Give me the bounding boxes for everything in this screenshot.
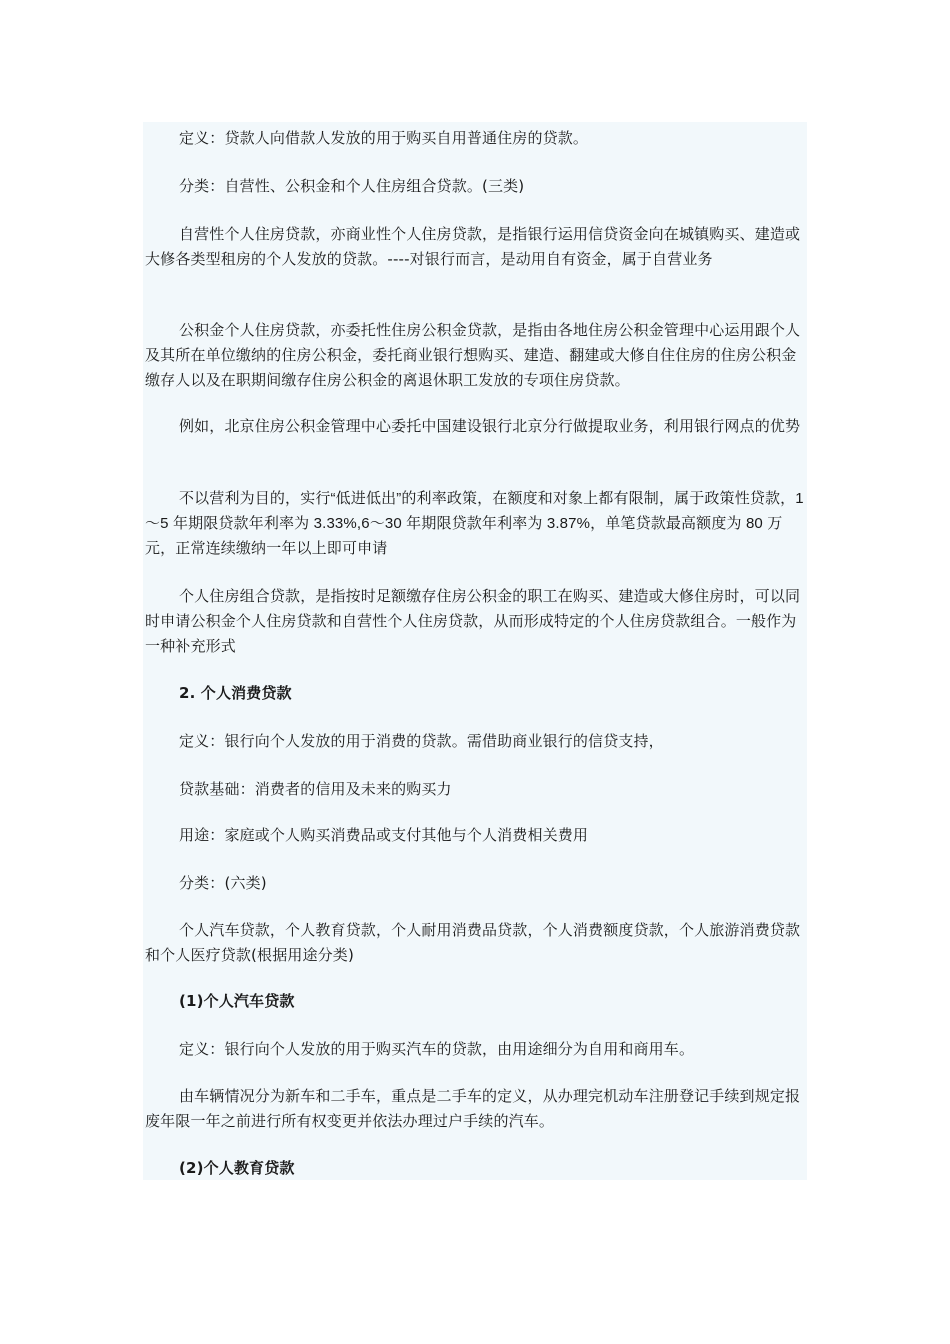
section-heading-consumer-loan: 2. 个人消费贷款 [179,684,292,702]
paragraph-used-car: 由车辆情况分为新车和二手车，重点是二手车的定义，从办理完机动车注册登记手续到规定报废年限一年之前进行所有权变更并依法办理过户手续的汽车。 [145,1087,801,1130]
subheading-auto-loan: (1)个人汽车贷款 [179,992,295,1010]
subheading-education-loan: (2)个人教育贷款 [179,1159,295,1177]
paragraph-commercial-housing-loan: 自营性个人住房贷款，亦商业性个人住房贷款，是指银行运用信贷资金向在城镇购买、建造或大修各类型租房的个人发放的贷款。----对银行而言，是动用自有资金，属于自营业务 [145,225,801,268]
paragraph-housing-definition: 定义：贷款人向借款人发放的用于购买自用普通住房的贷款。 [179,129,589,147]
paragraph-provident-fund-loan: 公积金个人住房贷款，亦委托性住房公积金贷款，是指由各地住房公积金管理中心运用跟个人及其所在单位缴纳的住房公积金，委托商业银行想购买、建造、翻建或大修自住住房的住房公积金缴存人以及在职期间缴存住房公积金的离退休职工发放的专项住房贷款。 [145,321,801,389]
paragraph-consumer-classification: 分类：(六类) [179,874,267,892]
paragraph-combination-loan: 个人住房组合贷款，是指按时足额缴存住房公积金的职工在购买、建造或大修住房时，可以同时申请公积金个人住房贷款和自营性个人住房贷款，从而形成特定的个人住房贷款组合。一般作为一种补充形式 [145,587,801,655]
paragraph-usage: 用途：家庭或个人购买消费品或支付其他与个人消费相关费用 [179,826,589,844]
paragraph-consumer-types: 个人汽车贷款，个人教育贷款，个人耐用消费品贷款，个人消费额度贷款，个人旅游消费贷款和个人医疗贷款(根据用途分类) [145,921,801,964]
paragraph-housing-classification: 分类：自营性、公积金和个人住房组合贷款。(三类) [179,177,525,195]
paragraph-example: 例如，北京住房公积金管理中心委托中国建设银行北京分行做提取业务，利用银行网点的优势 [179,417,801,435]
paragraph-loan-basis: 贷款基础：消费者的信用及未来的购买力 [179,780,452,798]
paragraph-policy-rates: 不以营利为目的，实行“低进低出”的利率政策，在额度和对象上都有限制，属于政策性贷款，1～5 年期限贷款年利率为 3.33%,6～30 年期限贷款年利率为 3.87%，单笔贷款最高额度为 80 万元，正常连续缴纳一年以上即可申请 [145,490,804,557]
paragraph-consumer-definition: 定义：银行向个人发放的用于消费的贷款。需借助商业银行的信贷支持， [179,732,664,750]
paragraph-auto-definition: 定义：银行向个人发放的用于购买汽车的贷款，由用途细分为自用和商用车。 [179,1040,695,1058]
